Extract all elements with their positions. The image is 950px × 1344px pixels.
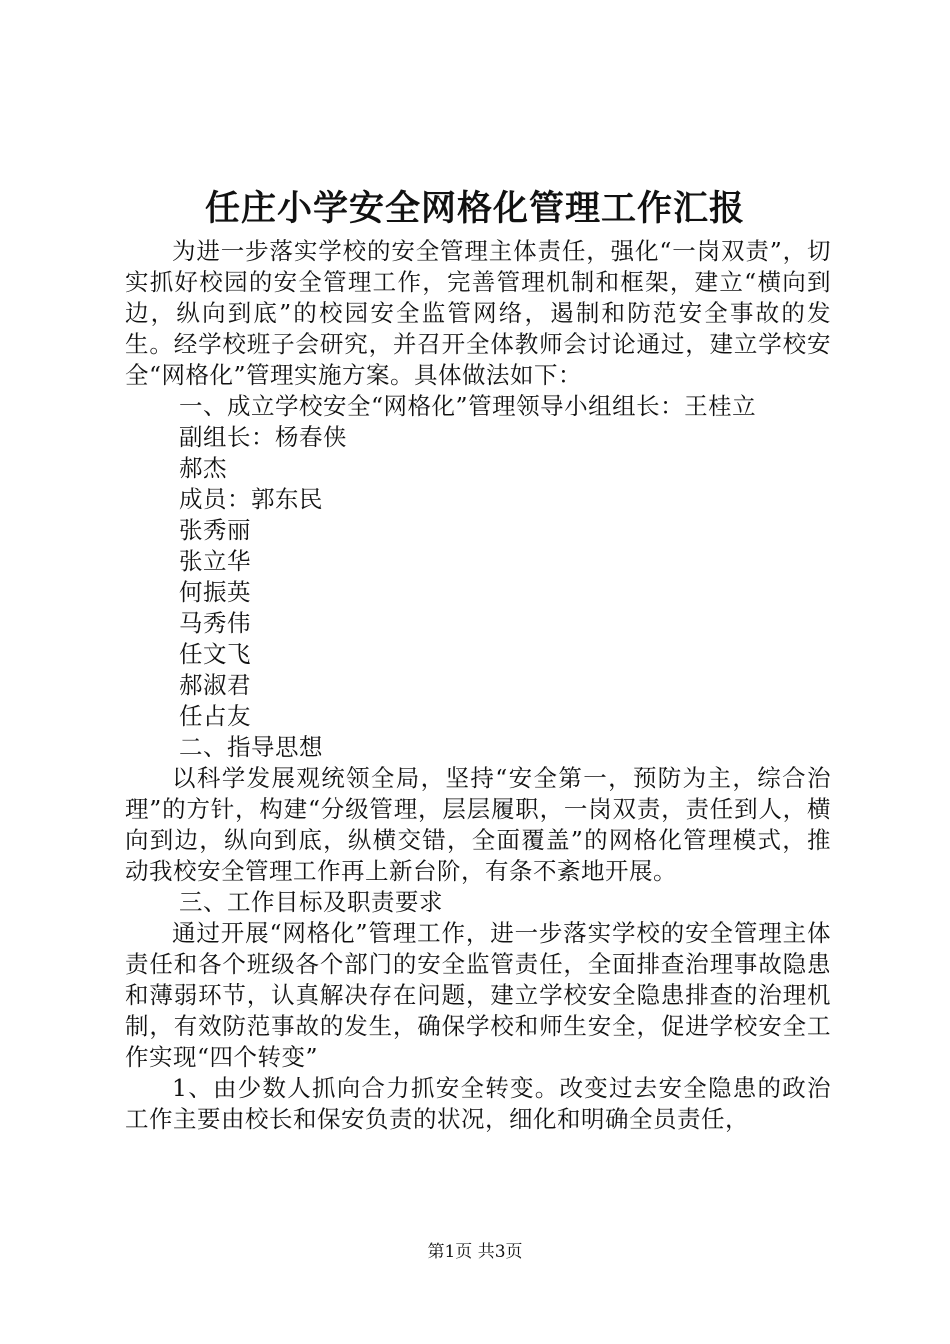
point1-paragraph: 1、由少数人抓向合力抓安全转变。改变过去安全隐患的政治工作主要由校长和保安负责的状况，细化和明确全员责任， [125,1074,831,1133]
member-name: 任文飞 [179,640,252,668]
members-line: 成员：郭东民 [179,485,324,513]
section3-paragraph: 通过开展“网格化”管理工作，进一步落实学校的安全管理主体责任和各个班级各个部门的安全监管责任，全面排查治理事故隐患和薄弱环节，认真解决存在问题，建立学校安全隐患排查的治理机制，有效防范事故的发生，确保学校和师生安全，促进学校安全工作实现“四个转变” [125,919,831,1071]
section1-heading: 一、成立学校安全“网格化”管理领导小组组长：王桂立 [179,392,757,420]
document-body [125,236,831,1135]
member-name: 马秀伟 [179,609,252,637]
intro-paragraph: 为进一步落实学校的安全管理主体责任，强化“一岗双责”，切实抓好校园的安全管理工作，完善管理机制和框架，建立“横向到边，纵向到底”的校园安全监管网络，遏制和防范安全事故的发生。经学校班子会研究，并召开全体教师会讨论通过，建立学校安全“网格化”管理实施方案。具体做法如下： [125,237,831,389]
vice-leader-line: 副组长：杨春侠 [179,423,348,451]
member-name: 何振英 [179,578,252,606]
member-name: 郝淑君 [179,671,252,699]
vice-leader-name: 郝杰 [179,454,228,482]
page-number-footer: 第1页 共3页 [427,1242,523,1262]
section2-paragraph: 以科学发展观统领全局，坚持“安全第一，预防为主，综合治理”的方针，构建“分级管理，层层履职，一岗双责，责任到人，横向到边，纵向到底，纵横交错，全面覆盖”的网格化管理模式，推动我校安全管理工作再上新台阶，有条不紊地开展。 [125,764,831,885]
section3-heading: 三、工作目标及职责要求 [179,888,444,916]
member-name: 张秀丽 [179,516,252,544]
member-name: 任占友 [179,702,252,730]
member-name: 张立华 [179,547,252,575]
section2-heading: 二、指导思想 [179,733,324,761]
document-title: 任庄小学安全网格化管理工作汇报 [204,188,745,229]
